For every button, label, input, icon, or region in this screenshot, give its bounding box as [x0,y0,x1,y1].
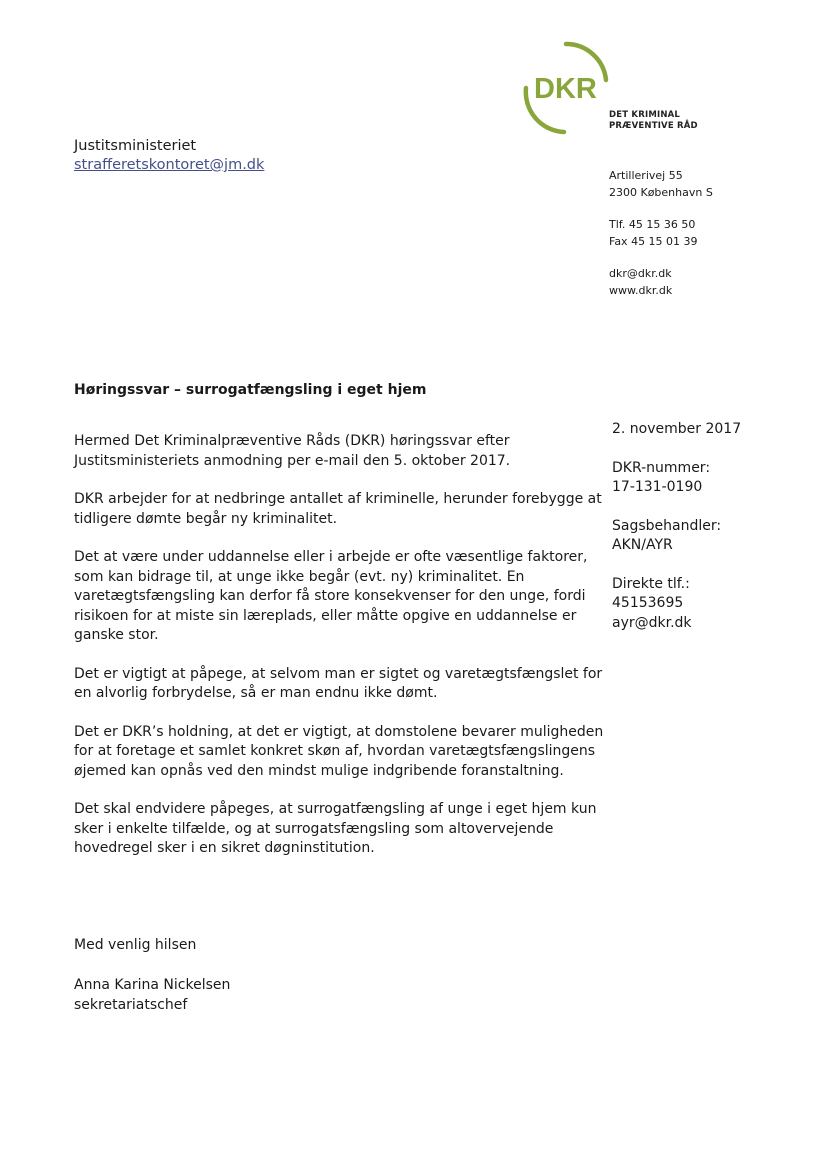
paragraph: Hermed Det Kriminalpræventive Råds (DKR) høringssvar efter Justitsministeriets anmodning per e-mail den 5. oktober 2017. [74,433,511,469]
case-number-block [612,459,741,498]
recipient-block [74,137,264,175]
sender-phone: Tlf. 45 15 36 50 [609,218,696,231]
address-line1: Artillerivej 55 [609,169,683,182]
letter-date: 2. november 2017 [612,421,742,437]
signatory-name: Anna Karina Nickelsen [74,977,231,993]
sender-contact [609,167,713,314]
signatory-title: sekretariatschef [74,996,188,1013]
case-number-label: DKR-nummer: [612,459,711,476]
letter-body [74,432,604,878]
case-number: 17-131-0190 [612,479,703,495]
sender-fax: Fax 45 15 01 39 [609,235,698,248]
handler-label: Sagsbehandler: [612,517,722,534]
sender-web: www.dkr.dk [609,284,673,297]
signature-block [74,976,230,1015]
recipient-email-link[interactable]: strafferetskontoret@jm.dk [74,157,265,173]
direct-phone-label: Direkte tlf.: [612,575,690,592]
paragraph: Det er vigtigt at påpege, at selvom man er sigtet og varetægtsfængslet for en alvorlig forbrydelse, så er man endnu ikke dømt. [74,665,603,701]
letter-subject: Høringssvar – surrogatfængsling i eget hjem [74,382,427,398]
handler-value: AKN/AYR [612,537,673,553]
logo-subtitle [609,110,698,132]
letter-closing: Med venlig hilsen [74,937,197,953]
logo-mark: DKR [534,73,597,105]
paragraph: Det skal endvidere påpeges, at surrogatfængsling af unge i eget hjem kun sker i enkelte tilfælde, og at surrogatsfængsling som altovervejende hovedregel sker i en sikret døgninstitution. [74,801,597,856]
direct-phone: 45153695 [612,595,684,611]
paragraph: Det at være under uddannelse eller i arbejde er ofte væsentlige faktorer, som kan bidrage til, at unge ikke begår (evt. ny) kriminalitet. En varetægtsfængsling kan derfor få store konsekvenser for den unge, fordi risikoen for at miste sin læreplads, eller måtte opgive en uddannelse er ganske stor. [74,549,588,643]
handler-block [612,517,741,556]
direct-contact-block [612,575,741,634]
dkr-logo [518,40,613,135]
address-line2: 2300 København S [609,186,713,199]
sender-email: dkr@dkr.dk [609,267,672,280]
paragraph: Det er DKR’s holdning, at det er vigtigt, at domstolene bevarer muligheden for at foretage et samlet konkret skøn af, hvordan varetægtsfængslingens øjemed kan opnås ved den mindst mulige indgribende foranstaltning. [74,723,604,779]
logo-subtitle-line1: DET KRIMINAL [609,110,681,120]
direct-email: ayr@dkr.dk [612,614,692,631]
sender-address [609,167,713,201]
logo-subtitle-line2: PRÆVENTIVE RÅD [609,121,698,131]
sender-online [609,265,713,299]
sender-phones [609,216,713,250]
letter-meta [612,420,741,652]
recipient-name: Justitsministeriet [74,138,197,154]
paragraph: DKR arbejder for at nedbringe antallet af kriminelle, herunder forebygge at tidligere dømte begår ny kriminalitet. [74,491,602,527]
